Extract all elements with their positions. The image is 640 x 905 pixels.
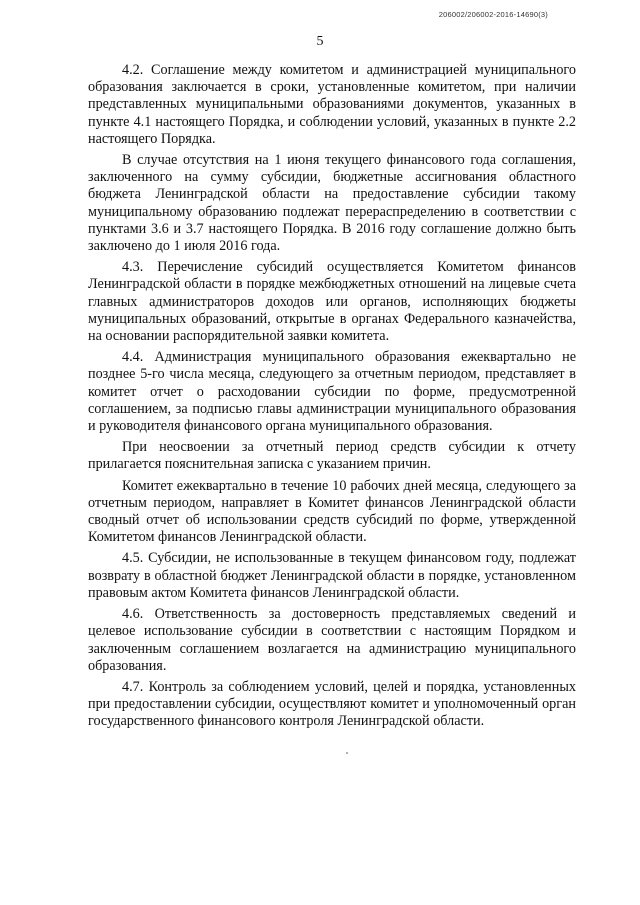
- paragraph-4-4: 4.4. Администрация муниципального образования ежеквартально не позднее 5-го числа месяца, следующего за отчетным периодом, представляет в комитет отчет о расходовании субсидии по форме, предусмотренной соглашением, за подписью главы администрации муниципального образования и руководителя финансового органа муниципального образования.: [88, 349, 576, 435]
- paragraph-4-3: 4.3. Перечисление субсидий осуществляется Комитетом финансов Ленинградской области в порядке межбюджетных отношений на лицевые счета главных администраторов доходов или органов, исполняющих бюджеты муниципальных образований, открытые в органах Федерального казначейства, на основании распорядительной заявки комитета.: [88, 259, 576, 345]
- paragraph-4-6: 4.6. Ответственность за достоверность представляемых сведений и целевое использование субсидии в соответствии с настоящим Порядком и заключенным соглашением возлагается на администрацию муниципального образования.: [88, 606, 576, 674]
- paragraph-4-4-explanatory-note: При неосвоении за отчетный период средств субсидии к отчету прилагается пояснительная записка с указанием причин.: [88, 439, 576, 473]
- paragraph-4-5: 4.5. Субсидии, не использованные в текущем финансовом году, подлежат возврату в областной бюджет Ленинградской области в порядке, установленном правовым актом Комитета финансов Ленинградской области.: [88, 550, 576, 601]
- paragraph-4-2-deadline: В случае отсутствия на 1 июня текущего финансового года соглашения, заключенного на сумму субсидии, бюджетные ассигнования областного бюджета Ленинградской области на предоставление субсидии такому муниципальному образованию подлежат перераспределению в соответствии с пунктами 3.6 и 3.7 настоящего Порядка. В 2016 году соглашение должно быть заключено до 1 июля 2016 года.: [88, 152, 576, 255]
- paragraph-4-7: 4.7. Контроль за соблюдением условий, целей и порядка, установленных при предоставлении субсидии, осуществляют комитет и уполномоченный орган государственного финансового контроля Ленинградской области.: [88, 678, 576, 730]
- paragraph-4-2: 4.2. Соглашение между комитетом и администрацией муниципального образования заключается в сроки, установленные комитетом, при наличии представленных муниципальными образованиями документов, указанных в пункте 4.1 настоящего Порядка, и соблюдении условий, указанных в пункте 2.2 настоящего Порядка.: [88, 62, 576, 147]
- document-body: [88, 62, 576, 735]
- scan-speck: [346, 752, 348, 754]
- paragraph-4-4-summary-report: Комитет ежеквартально в течение 10 рабочих дней месяца, следующего за отчетным периодом, направляет в Комитет финансов Ленинградской области сводный отчет об использовании средств субсидий по форме, утвержденной Комитетом финансов Ленинградской области.: [88, 477, 576, 546]
- document-id: 206002/206002-2016-14690(3): [438, 10, 548, 19]
- page-number: 5: [316, 34, 324, 49]
